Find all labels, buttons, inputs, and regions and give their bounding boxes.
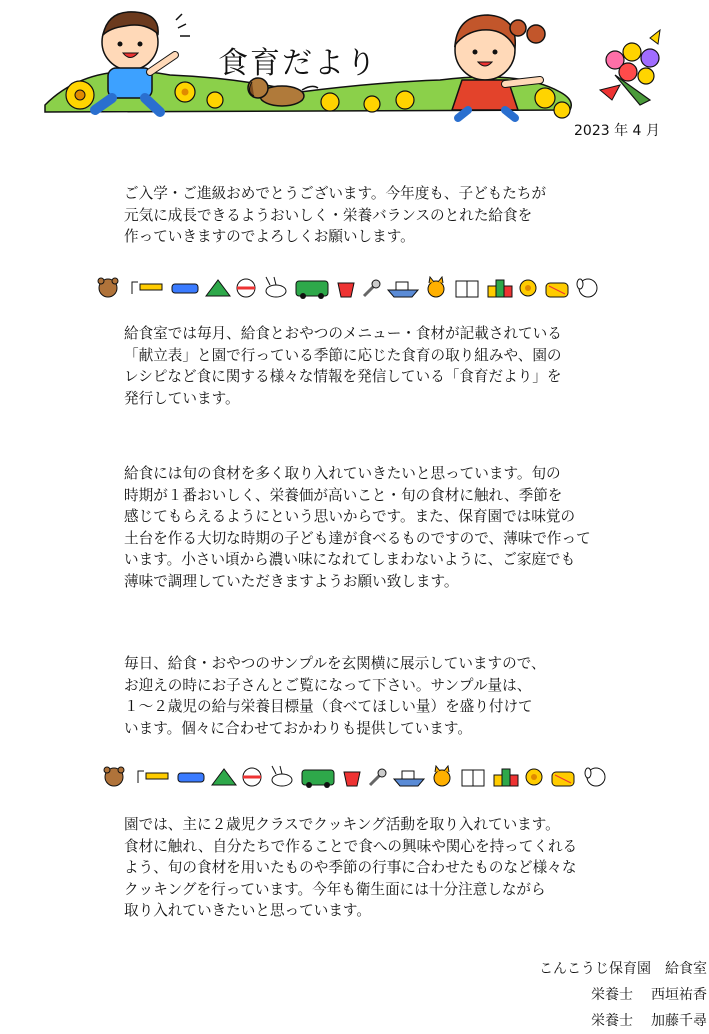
flower-icon — [520, 280, 536, 296]
cat-icon — [434, 766, 450, 786]
dog-icon — [585, 768, 605, 786]
bus-icon — [296, 281, 328, 299]
building-blocks-icon — [488, 280, 512, 297]
bear-icon — [104, 767, 124, 786]
bus-icon — [302, 770, 334, 788]
ball-icon — [237, 279, 255, 297]
drum-icon — [552, 772, 574, 786]
building-blocks-icon — [494, 769, 518, 786]
drum-icon — [546, 283, 568, 297]
ship-icon — [388, 282, 418, 297]
staff-row — [509, 1008, 709, 1034]
dog-icon — [577, 279, 597, 297]
cooking-activity-paragraph: 園では、主に２歳児クラスでクッキング活動を取り入れています。 食材に触れ、自分たちで作ることで食への興味や関心を持ってくれる よう、旬の食材を用いたものや季節の行事に合わせたものなど様々な クッキングを行っています。今年も衛生面には十分注意しながら 取り入れていきたいと思っています。 — [124, 816, 578, 919]
staff-name: 西垣祐香 — [651, 987, 707, 1003]
staff-role: 栄養士 — [591, 1013, 633, 1029]
music-trumpet-icon — [132, 282, 162, 294]
intro-paragraph: ご入学・ご進級おめでとうございます。今年度も、子どもたちが 元気に成長できるようおいしく・栄養バランスのとれた給食を 作っていきますのでよろしくお願いします。 — [124, 185, 547, 245]
sample-display-paragraph: 毎日、給食・おやつのサンプルを玄関横に展示していますので、 お迎えの時にお子さんとご覧になって下さい。サンプル量は、 １～２歳児の給与栄養目標量（食べてほしい量）を盛り付けて います。個々に合わせておかわりも提供しています。 — [124, 655, 546, 737]
triangle-block-icon — [206, 280, 230, 296]
icon-divider — [96, 765, 626, 789]
music-trumpet-icon — [138, 771, 168, 783]
bucket-icon — [344, 772, 360, 786]
crayon-icon — [172, 284, 198, 293]
seasonal-food-paragraph: 給食には旬の食材を多く取り入れていきたいと思っています。旬の 時期が１番おいしく、栄養価が高いこと・旬の食材に触れ、季節を 感じてもらえるようにという思いからです。また、保育園では味覚の 土台を作る大切な時期の子ども達が食べるものですので、薄味で作って います。小さい頃から濃い味になれてしまわないように、ご家庭でも 薄味で調理していただきますようお願い致します。 — [124, 465, 591, 590]
rabbit-icon — [272, 766, 292, 786]
icon-divider — [96, 276, 626, 300]
ball-icon — [243, 768, 261, 786]
staff-role: 栄養士 — [591, 987, 633, 1003]
issue-date: 2023 年 4 月 — [574, 123, 660, 139]
shovel-icon — [370, 769, 386, 785]
shovel-icon — [364, 280, 380, 296]
menu-info-paragraph: 給食室では毎月、給食とおやつのメニュー・食材が記載されている 「献立表」と園で行っている季節に応じた食育の取り組みや、園の レシピなど食に関する様々な情報を発信している「食育だより」を 発行しています。 — [124, 325, 562, 407]
picture-book-icon — [456, 281, 478, 297]
bouquet-illustration — [600, 30, 660, 105]
flower-icon — [526, 769, 542, 785]
header-illustration — [0, 0, 709, 140]
footer-signature — [509, 956, 709, 1034]
staff-row — [509, 982, 709, 1008]
cat-icon — [428, 277, 444, 297]
staff-name: 加藤千尋 — [651, 1013, 707, 1029]
ship-icon — [394, 771, 424, 786]
page-title: 食育だより — [218, 46, 378, 81]
triangle-block-icon — [212, 769, 236, 785]
crayon-icon — [178, 773, 204, 782]
bear-icon — [98, 278, 118, 297]
rabbit-icon — [266, 277, 286, 297]
footer-org: こんこうじ保育園 給食室 — [539, 961, 707, 977]
picture-book-icon — [462, 770, 484, 786]
bucket-icon — [338, 283, 354, 297]
